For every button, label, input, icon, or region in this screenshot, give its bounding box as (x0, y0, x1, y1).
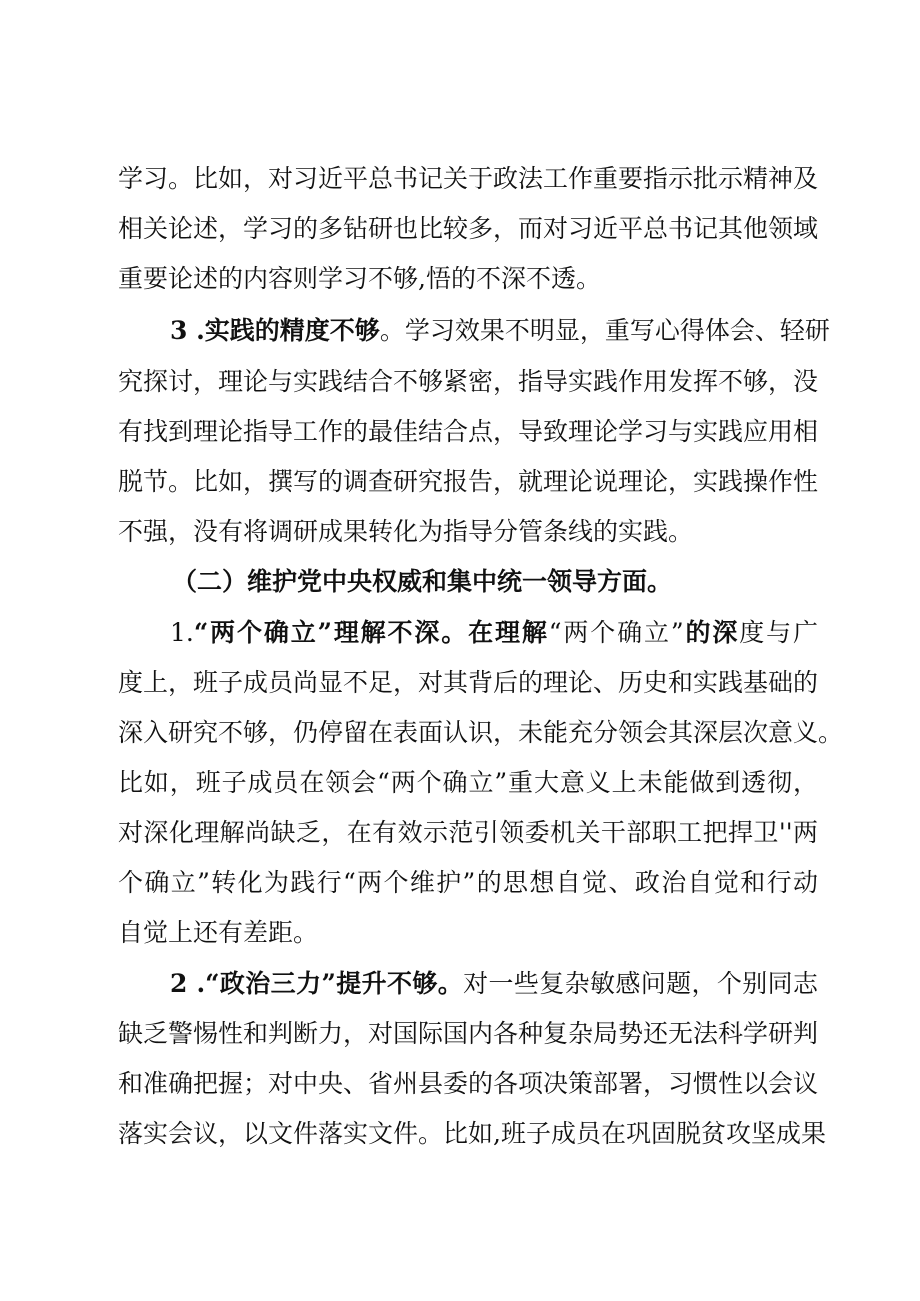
paragraph-2-line-5: 不强，没有将调研成果转化为指导分管条线的实践。 (118, 517, 694, 546)
item-number-1: 1. (170, 618, 194, 647)
paragraph-4-line-2: 缺乏警惕性和判断力，对国际国内各种复杂局势还无法科学研判 (118, 1019, 819, 1048)
paragraph-1-line-1: 学习。比如，对习近平总书记关于政法工作重要指示批示精神及 (118, 164, 819, 193)
paragraph-2-line-1 (170, 315, 830, 347)
paragraph-1-line-3: 重要论述的内容则学习不够,悟的不深不透。 (118, 264, 601, 293)
paragraph-3-line-4: 比如，班子成员在领会“两个确立”重大意义上未能做到透彻， (118, 768, 818, 797)
paragraph-1-line-2: 相关论述，学习的多钻研也比较多，而对习近平总书记其他领域 (118, 214, 819, 243)
paragraph-3-line-1-tail: 度与广 (739, 618, 818, 647)
paragraph-3-line-3: 深入研究不够，仍停留在表面认识，未能充分领会其深层次意义。 (118, 718, 844, 747)
paragraph-2-line-1-text: 。学习效果不明显，重写心得体会、轻研 (379, 316, 830, 345)
two-establishments-quote: “两个确立” (548, 618, 684, 647)
paragraph-2-line-4: 脱节。比如，撰写的调查研究报告，就理论说理论，实践操作性 (118, 467, 819, 496)
two-establishments-heading: “两个确立”理解不深。在理解 (193, 618, 549, 647)
paragraph-2-line-3: 有找到理论指导工作的最佳结合点，导致理论学习与实践应用相 (118, 417, 819, 446)
depth-bold-text: 的深 (683, 618, 740, 647)
paragraph-3-line-5: 对深化理解尚缺乏，在有效示范引领委机关干部职工把捍卫''两 (118, 818, 818, 847)
paragraph-4-line-4: 落实会议，以文件落实文件。比如,班子成员在巩固脱贫攻坚成果 (118, 1119, 826, 1148)
practice-precision-heading: 3 .实践的精度不够 (170, 316, 380, 345)
section-heading-2: （二）维护党中央权威和集中统一领导方面。 (172, 567, 673, 596)
paragraph-3-line-1 (170, 617, 818, 649)
paragraph-3-line-2: 度上，班子成员尚显不足，对其背后的理论、历史和实践基础的 (118, 668, 819, 697)
paragraph-4-line-3: 和准确把握；对中央、省州县委的各项决策部署，习惯性以会议 (118, 1069, 819, 1098)
paragraph-3-line-6: 个确立”转化为践行“两个维护”的思想自觉、政治自觉和行动 (118, 868, 818, 897)
political-three-powers-heading: 2 .“政治三力”提升不够。 (170, 969, 464, 998)
paragraph-4-line-1-text: 对一些复杂敏感问题，个别同志 (463, 969, 818, 998)
paragraph-4-line-1 (170, 968, 818, 1000)
paragraph-3-line-7: 自觉上还有差距。 (118, 918, 319, 947)
paragraph-2-line-2: 究探讨，理论与实践结合不够紧密，指导实践作用发挥不够，没 (118, 367, 819, 396)
